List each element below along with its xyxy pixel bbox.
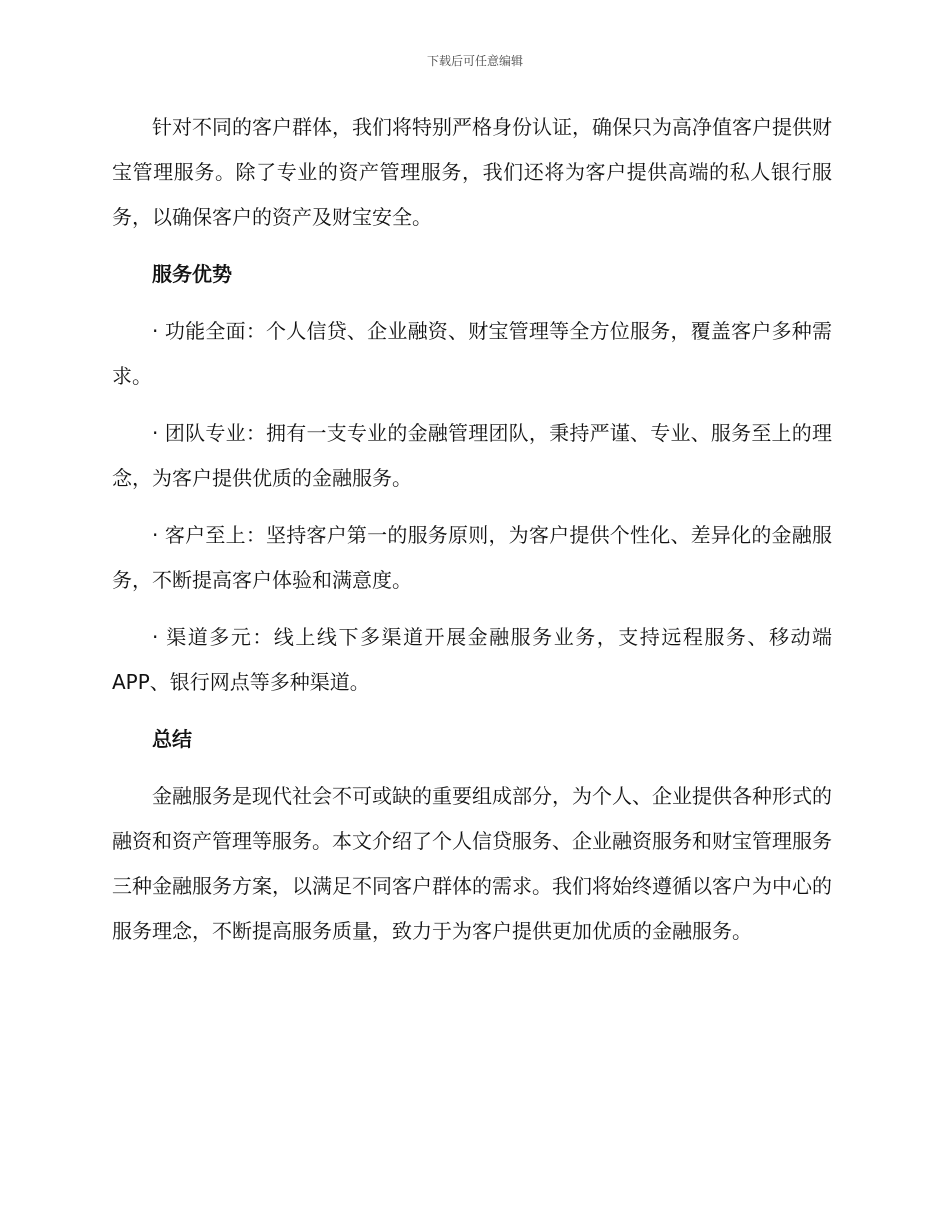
advantage-item-professional-team: · 团队专业：拥有一支专业的金融管理团队，秉持严谨、专业、服务至上的理念，为客户提供优质的金融服务。 [112, 421, 832, 490]
advantage-item-comprehensive: · 功能全面：个人信贷、企业融资、财宝管理等全方位服务，覆盖客户多种需求。 [112, 319, 832, 388]
advantage-item-customer-first: · 客户至上：坚持客户第一的服务原则，为客户提供个性化、差异化的金融服务，不断提高客户体验和满意度。 [112, 523, 832, 592]
page-header-note: 下载后可任意编辑 [426, 54, 523, 68]
section-heading-summary: 总结 [152, 727, 192, 751]
advantage-item-multichannel: · 渠道多元：线上线下多渠道开展金融服务业务，支持远程服务、移动端 APP、银行网点等多种渠道。 [112, 625, 832, 694]
advantages-list [112, 309, 832, 705]
summary-paragraph: 金融服务是现代社会不可或缺的重要组成部分，为个人、企业提供各种形式的融资和资产管理等服务。本文介绍了个人信贷服务、企业融资服务和财宝管理服务三种金融服务方案，以满足不同客户群体的需求。我们将始终遵循以客户为中心的服务理念，不断提高服务质量，致力于为客户提供更加优质的金融服务。 [112, 784, 832, 943]
section-heading-advantages: 服务优势 [152, 262, 232, 286]
document-body [112, 105, 832, 954]
intro-paragraph: 针对不同的客户群体，我们将特别严格身份认证，确保只为高净值客户提供财宝管理服务。除了专业的资产管理服务，我们还将为客户提供高端的私人银行服务，以确保客户的资产及财宝安全。 [112, 115, 832, 229]
